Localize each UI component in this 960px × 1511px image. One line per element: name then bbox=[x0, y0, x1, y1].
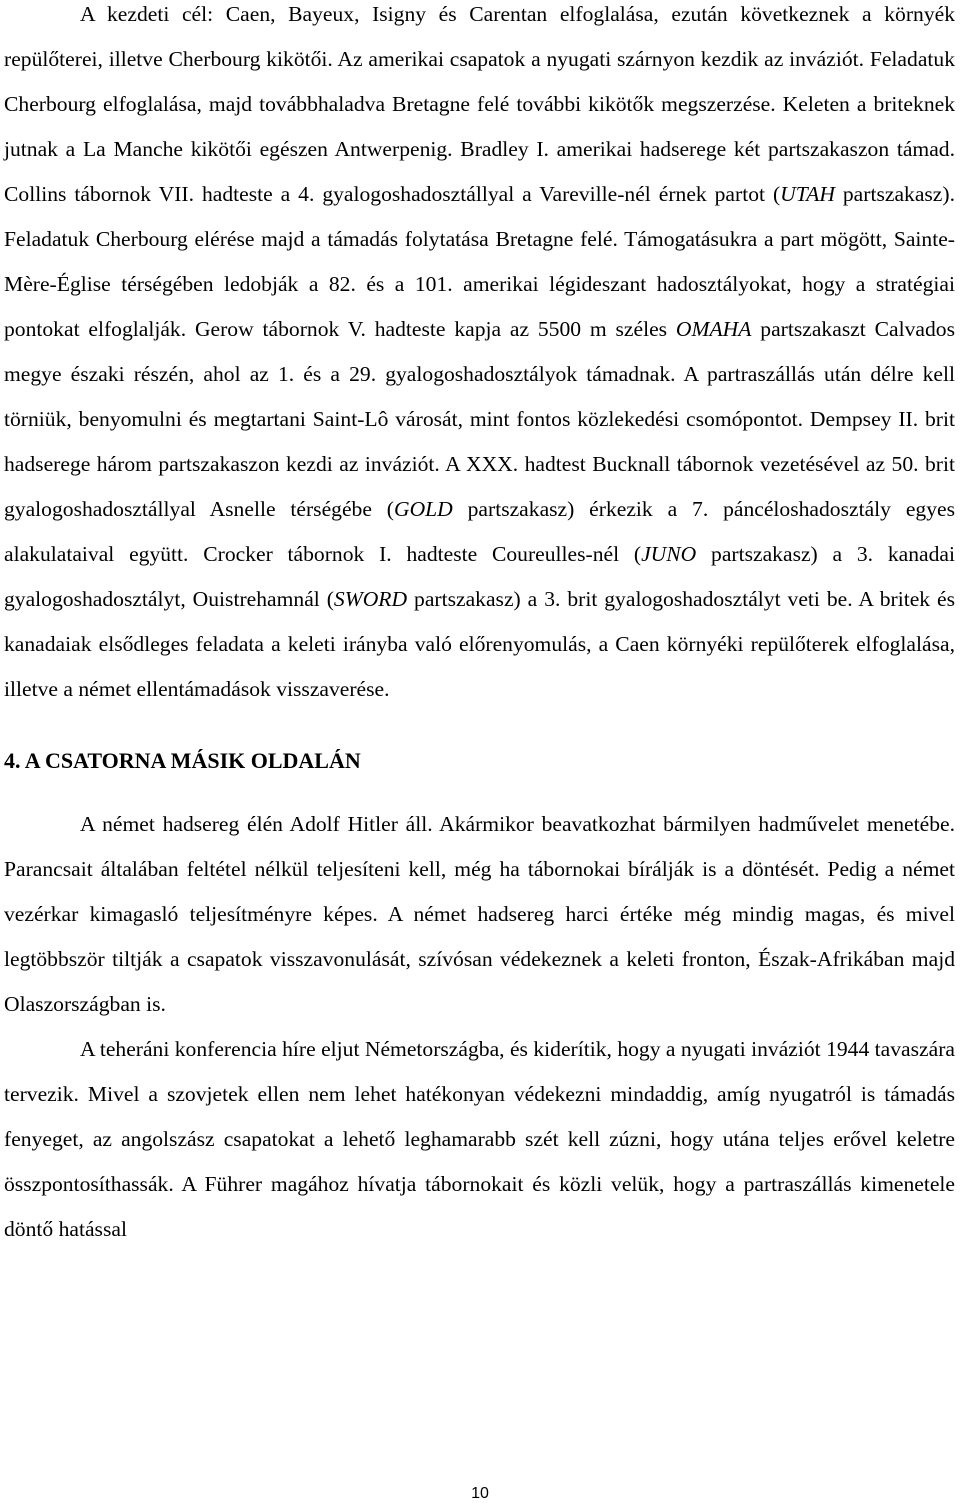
paragraph-text: partszakasz) a 3. brit gyalogoshadosztályt veti be. A britek és kanadaiak elsődleges feladata a keleti irányba való előrenyomulás, a Caen környéki repülőterek elfoglalása, illetve a német ellentámadások visszaverése. bbox=[4, 587, 956, 701]
paragraph-invasion-plan bbox=[4, 0, 955, 712]
beach-name-gold: GOLD bbox=[393, 497, 453, 521]
paragraph-german-army: A német hadsereg élén Adolf Hitler áll. Akármikor beavatkozhat bármilyen hadművelet menetébe. Parancsait általában feltétel nélkül teljesíteni kell, még ha tábornokai bírálják is a döntését. Pedig a német vezérkar kimagasló teljesítményre képes. A német hadsereg harci értéke még mindig magas, és mivel legtöbbször tiltják a csapatok visszavonulását, szívósan védekeznek a keleti fronton, Észak-Afrikában majd Olaszországban is. bbox=[4, 812, 955, 1016]
beach-name-sword: SWORD bbox=[333, 587, 408, 611]
page-number: 10 bbox=[471, 1485, 489, 1502]
paragraph-tehran-conference: A teheráni konferencia híre eljut Németországba, és kiderítik, hogy a nyugati inváziót 1944 tavaszára tervezik. Mivel a szovjetek ellen nem lehet hatékonyan védekezni mindaddig, amíg nyugatról is támadás fenyeget, az angolszász csapatokat a lehető leghamarabb szét kell zúzni, hogy utána teljes erővel keletre összpontosíthassák. A Führer magához hívatja tábornokait és közli velük, hogy a partraszállás kimenetele döntő hatással bbox=[4, 1037, 955, 1241]
paragraph-text: partszakasz). Feladatuk Cherbourg elérése majd a támadás folytatása Bretagne felé. Támogatásukra a part mögött, Sainte-Mère-Église térségében ledobják a 82. és a 101. amerikai légideszant hadosztályokat, hogy a stratégiai pontokat elfoglalják. Gerow tábornok V. hadteste kapja az 5500 m széles bbox=[4, 182, 955, 341]
document-page bbox=[4, 0, 955, 1252]
beach-name-utah: UTAH bbox=[780, 182, 835, 206]
paragraph-text: partszakasz) a 3. kanadai gyalogoshadosztályt, Ouistrehamnál ( bbox=[4, 542, 955, 611]
beach-name-omaha: OMAHA bbox=[675, 317, 752, 341]
beach-name-juno: JUNO bbox=[641, 542, 697, 566]
section-heading: 4. A CSATORNA MÁSIK OLDALÁN bbox=[4, 748, 361, 773]
paragraph-text: A kezdeti cél: Caen, Bayeux, Isigny és Carentan elfoglalása, ezután következnek a környék repülőterei, illetve Cherbourg kikötői. Az amerikai csapatok a nyugati szárnyon kezdik az inváziót. Feladatuk Cherbourg elfoglalása, majd továbbhaladva Bretagne felé további kikötők megszerzése. Keleten a briteknek jutnak a La Manche kikötői egészen Antwerpenig. Bradley I. amerikai hadserege két partszakaszon támad. Collins tábornok VII. hadteste a 4. gyalogoshadosztállyal a Vareville-nél érnek partot ( bbox=[4, 2, 955, 206]
paragraph-text: partszakaszt Calvados megye északi részén, ahol az 1. és a 29. gyalogoshadosztályok támadnak. A partraszállás után délre kell törniük, benyomulni és megtartani Saint-Lô városát, mint fontos közlekedési csomópontot. Dempsey II. brit hadserege három partszakaszon kezdi az inváziót. A XXX. hadtest Bucknall tábornok vezetésével az 50. brit gyalogoshadosztállyal Asnelle térségébe ( bbox=[4, 317, 955, 521]
paragraph-text: partszakasz) érkezik a 7. páncéloshadosztály egyes alakulataival együtt. Crocker tábornok I. hadteste Coureulles-nél ( bbox=[4, 497, 955, 566]
